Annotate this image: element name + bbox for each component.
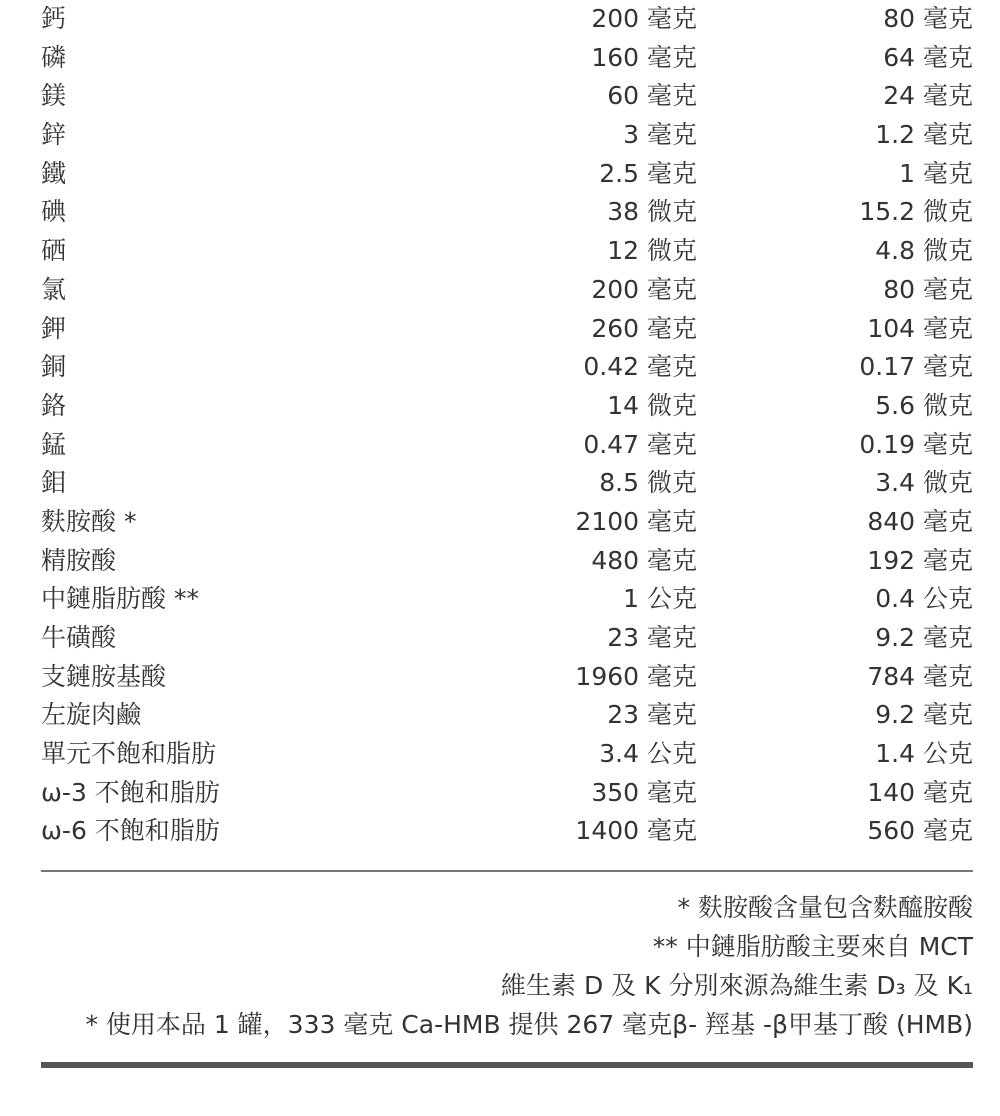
amount-per-serving: 23 毫克	[607, 623, 697, 652]
table-row	[0, 193, 1000, 232]
nutrient-name: 碘	[41, 197, 67, 227]
amount-per-100: 140 毫克	[867, 777, 973, 807]
amount-per-100: 80 毫克	[883, 4, 973, 33]
table-row	[0, 271, 1000, 310]
amount-per-100: 9.2 毫克	[875, 623, 973, 652]
table-row	[0, 735, 1000, 774]
amount-per-100: 80 毫克	[883, 274, 973, 304]
amount-per-100: 192 毫克	[867, 545, 973, 575]
amount-per-100: 1 毫克	[899, 158, 973, 188]
amount-per-serving: 2.5 毫克	[599, 158, 697, 188]
table-row	[0, 232, 1000, 271]
table-row	[0, 426, 1000, 465]
nutrient-name: 硒	[41, 236, 67, 266]
amount-per-serving: 1400 毫克	[575, 816, 697, 846]
amount-per-serving: 0.42 毫克	[583, 352, 697, 382]
amount-per-100: 24 毫克	[883, 81, 973, 111]
amount-per-serving: 3 毫克	[623, 120, 697, 150]
nutrient-name: 鎂	[41, 81, 67, 111]
bottom-rule	[41, 1062, 973, 1068]
amount-per-100: 0.17 毫克	[859, 352, 973, 382]
amount-per-serving: 480 毫克	[591, 545, 697, 575]
table-row	[0, 464, 1000, 503]
amount-per-100: 15.2 微克	[859, 197, 973, 227]
nutrient-name: 單元不飽和脂肪	[41, 739, 217, 769]
amount-per-serving: 260 毫克	[591, 313, 697, 343]
amount-per-serving: 23 毫克	[607, 700, 697, 730]
table-row	[0, 387, 1000, 426]
nutrient-name: ω-6 不飽和脂肪	[41, 816, 220, 846]
table-row	[0, 348, 1000, 387]
amount-per-100: 784 毫克	[867, 661, 973, 691]
amount-per-100: 104 毫克	[867, 313, 973, 343]
amount-per-serving: 200 毫克	[591, 274, 697, 304]
table-row	[0, 619, 1000, 658]
nutrient-name: 鋅	[41, 120, 67, 150]
nutrient-name: 鉬	[41, 468, 67, 498]
table-row	[0, 542, 1000, 581]
nutrient-name: 精胺酸	[41, 545, 117, 575]
table-row	[0, 503, 1000, 542]
table-row	[0, 0, 1000, 39]
footnotes	[85, 888, 973, 1044]
amount-per-100: 840 毫克	[867, 506, 973, 536]
footnote-glutamine: * 麩胺酸含量包含麩醯胺酸	[677, 893, 973, 922]
amount-per-serving: 350 毫克	[591, 777, 697, 807]
amount-per-serving: 160 毫克	[591, 42, 697, 72]
nutrient-name: 銅	[41, 352, 67, 382]
table-row	[0, 155, 1000, 194]
amount-per-serving: 60 毫克	[607, 81, 697, 111]
amount-per-serving: 14 微克	[607, 390, 697, 420]
amount-per-serving: 1960 毫克	[575, 661, 697, 691]
table-divider	[41, 870, 973, 872]
amount-per-serving: 12 微克	[607, 236, 697, 266]
nutrient-name: 鉀	[41, 313, 67, 343]
nutrient-name: 中鏈脂肪酸 **	[41, 584, 199, 614]
nutrient-name: 氯	[41, 274, 67, 304]
nutrient-name: 麩胺酸 *	[41, 506, 137, 536]
amount-per-100: 64 毫克	[883, 42, 973, 72]
nutrient-name: 左旋肉鹼	[41, 700, 142, 730]
amount-per-100: 4.8 微克	[875, 236, 973, 266]
nutrient-name: 支鏈胺基酸	[41, 661, 167, 691]
table-row	[0, 658, 1000, 697]
amount-per-100: 1.2 毫克	[875, 120, 973, 150]
table-row	[0, 39, 1000, 78]
footnote-hmb: * 使用本品 1 罐，333 毫克 Ca-HMB 提供 267 毫克β- 羥基 -β甲基丁酸 (HMB)	[85, 1010, 973, 1039]
amount-per-100: 9.2 毫克	[875, 700, 973, 730]
table-row	[0, 696, 1000, 735]
footnote-vitamin-source: 維生素 D 及 K 分別來源為維生素 D₃ 及 K₁	[501, 971, 973, 1000]
amount-per-100: 0.4 公克	[875, 584, 973, 614]
amount-per-serving: 2100 毫克	[575, 506, 697, 536]
amount-per-100: 0.19 毫克	[859, 429, 973, 459]
amount-per-100: 5.6 微克	[875, 390, 973, 420]
nutrient-name: 鈣	[41, 4, 67, 33]
amount-per-100: 1.4 公克	[875, 739, 973, 769]
table-row	[0, 116, 1000, 155]
amount-per-100: 560 毫克	[867, 816, 973, 846]
amount-per-serving: 0.47 毫克	[583, 429, 697, 459]
table-row	[0, 580, 1000, 619]
nutrient-name: 牛磺酸	[41, 623, 117, 652]
footnote-mct: ** 中鏈脂肪酸主要來自 MCT	[652, 932, 973, 961]
nutrient-name: 磷	[41, 42, 67, 72]
table-row	[0, 310, 1000, 349]
nutrient-name: 鐵	[41, 158, 67, 188]
amount-per-serving: 1 公克	[623, 584, 697, 614]
amount-per-serving: 8.5 微克	[599, 468, 697, 498]
amount-per-serving: 3.4 公克	[599, 739, 697, 769]
amount-per-100: 3.4 微克	[875, 468, 973, 498]
nutrient-name: ω-3 不飽和脂肪	[41, 777, 220, 807]
amount-per-serving: 38 微克	[607, 197, 697, 227]
table-row	[0, 774, 1000, 813]
table-row	[0, 812, 1000, 851]
nutrient-name: 錳	[41, 429, 67, 459]
table-row	[0, 77, 1000, 116]
nutrient-name: 鉻	[41, 390, 67, 420]
amount-per-serving: 200 毫克	[591, 4, 697, 33]
